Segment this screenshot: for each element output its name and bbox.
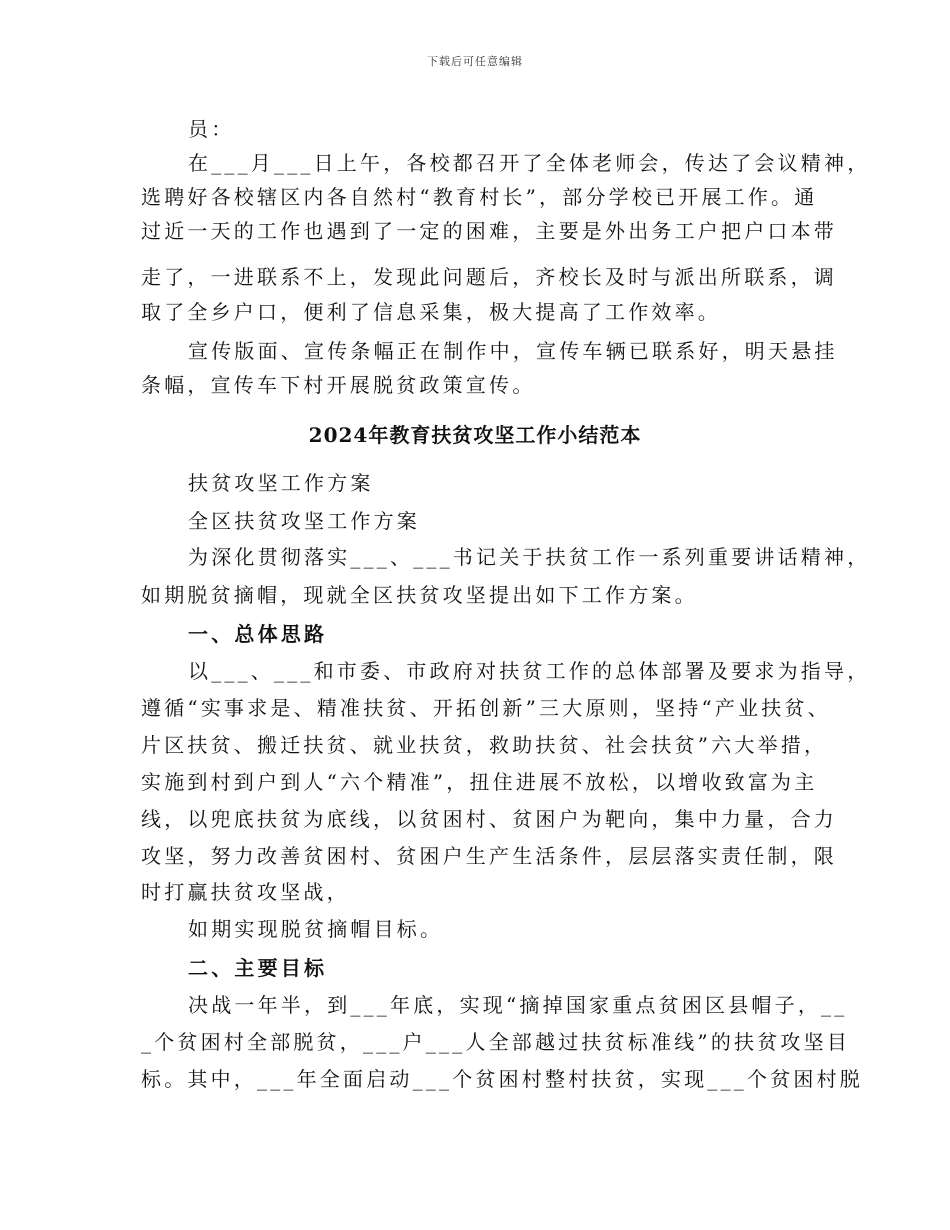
paragraph-line: 决战一年半，到___年底，实现“摘掉国家重点贫困区县帽子，__ [188,993,848,1017]
subtitle-line: 扶贫攻坚工作方案 [188,471,374,495]
paragraph-line: 取了全乡户口，便利了信息采集，极大提高了工作效率。 [141,300,721,324]
paragraph-line: 遵循“实事求是、精准扶贫、开拓创新”三大原则，坚持“产业扶贫、 [141,696,831,720]
section-heading: 二、主要目标 [188,956,328,980]
paragraph-line: _个贫困村全部脱贫，___户___人全部越过扶贫标准线”的扶贫攻坚目 [141,1030,851,1054]
paragraph-line: 线，以兜底扶贫为底线，以贫困村、贫困户为靶向，集中力量，合力 [141,807,837,831]
paragraph-line: 过近一天的工作也遇到了一定的困难，主要是外出务工户把户口本带 [141,219,837,243]
paragraph-line: 片区扶贫、搬迁扶贫、就业扶贫，救助扶贫、社会扶贫”六大举措， [141,733,828,757]
paragraph-line: 走了，一进联系不上，发现此问题后，齐校长及时与派出所联系，调 [141,265,837,289]
document-title: 2024年教育扶贫攻坚工作小结范本 [308,423,642,447]
paragraph-line: 员： [188,117,235,141]
paragraph-line: 以___、___和市委、市政府对扶贫工作的总体部署及要求为指导， [188,659,871,683]
paragraph-line: 时打赢扶贫攻坚战， [141,880,350,904]
paragraph-line: 在___月___日上午，各校都召开了全体老师会，传达了会议精神， [188,151,871,175]
paragraph-line: 攻坚，努力改善贫困村、贫困户生产生活条件，层层落实责任制，限 [141,844,837,868]
paragraph-line: 条幅，宣传车下村开展脱贫政策宣传。 [141,373,536,397]
paragraph-line: 如期脱贫摘帽，现就全区扶贫攻坚提出如下工作方案。 [141,583,698,607]
paragraph-line: 标。其中，___年全面启动___个贫困村整村扶贫，实现___个贫困村脱 [141,1067,863,1091]
page-header-note: 下载后可任意编辑 [427,55,523,68]
subtitle-line: 全区扶贫攻坚工作方案 [188,509,420,533]
paragraph-line: 实施到村到户到人“六个精准”，扭住进展不放松，以增收致富为主 [141,770,818,794]
section-heading: 一、总体思路 [188,622,328,646]
paragraph-line: 如期实现脱贫摘帽目标。 [188,917,444,941]
paragraph-line: 宣传版面、宣传条幅正在制作中，宣传车辆已联系好，明天悬挂 [188,339,838,363]
paragraph-line: 选聘好各校辖区内各自然村“教育村长”，部分学校已开展工作。通 [141,185,818,209]
paragraph-line: 为深化贯彻落实___、___书记关于扶贫工作一系列重要讲话精神， [188,545,871,569]
